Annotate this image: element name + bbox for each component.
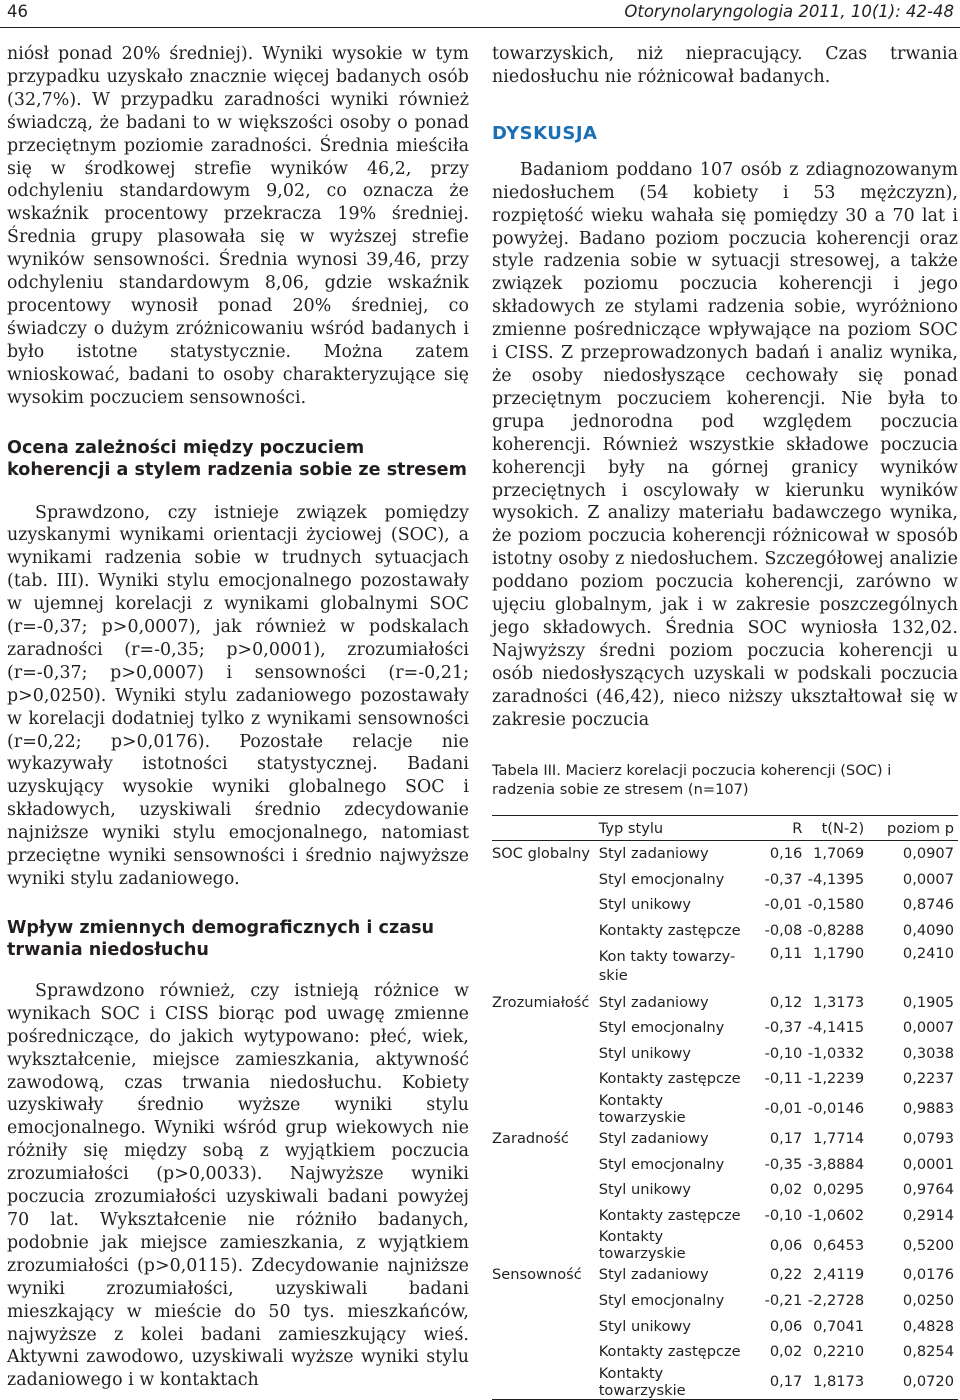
style-cell: Styl unikowy [598, 1181, 691, 1199]
p-value: 0,4090 [902, 922, 954, 940]
style-cell: Styl zadaniowy [598, 845, 709, 863]
r-value: 0,16 [769, 845, 803, 863]
header-t: t(N-2) [802, 816, 864, 841]
group-cell: Zrozumiałość [492, 993, 590, 1011]
group-cell [492, 1092, 599, 1126]
p-value: 0,0907 [902, 845, 954, 863]
table-row [492, 1151, 958, 1177]
r-value: 0,06 [769, 1236, 803, 1254]
style-cell: Kontakty towarzyskie [598, 1364, 686, 1399]
correlation-table [492, 815, 958, 1400]
left-column [7, 43, 469, 1392]
style-cell: Styl zadaniowy [598, 993, 709, 1011]
table-row [492, 1262, 958, 1288]
t-value: 1,3173 [813, 993, 865, 1011]
table-row [492, 1066, 958, 1092]
paragraph-wplyw: Sprawdzono również, czy istnieją różnice w wynikach SOC i CISS biorąc pod uwagę zmienne pośredniczące, do jakich wytypowano: płeć, wiek, wykształcenie, miejsce zamieszkania, aktywność zawodową, czas trwania niedosłuchu. Kobiety uzyskiwały średnio wyższe wyniki stylu emocjonalnego. Wyniki wśród grup wiekowych nie różniły się między sobą z wyjątkiem poczucia zrozumiałości (p>0,0033). Najwyższe wyniki poczucia zrozumiałości uzyskiwali badani powyżej 70 lat. Wykształcenie nie różniło badanych, podobnie jak miejsce zamieszkania, z wyjątkiem zrozumiałości (p>0,0115). Zdecydowanie najniższe wyniki zrozumiałości, uzyskiwali badani mieszkający w mieście do 50 tys. mieszkańców, najwyższe z kolei badani zamieszkujący wieś. Aktywni zawodowo, uzyskiwali wyższe wyniki stylu zadaniowego i w kontaktach [7, 980, 469, 1391]
style-cell: Kontakty zastępcze [598, 922, 741, 940]
t-value: -1,0602 [807, 1206, 865, 1224]
r-value: -0,37 [764, 1019, 803, 1037]
r-value: 0,02 [769, 1343, 803, 1361]
group-cell [492, 1313, 599, 1339]
group-cell [492, 1066, 599, 1092]
table-row [492, 1092, 958, 1126]
style-cell: Styl emocjonalny [598, 1155, 725, 1173]
p-value: 0,8254 [902, 1343, 954, 1361]
p-value: 0,8746 [902, 896, 954, 914]
t-value: -1,2239 [807, 1070, 865, 1088]
style-cell: Styl emocjonalny [598, 1019, 725, 1037]
t-value: 2,4119 [813, 1266, 865, 1284]
running-header [0, 0, 960, 28]
table-header-row [492, 816, 958, 841]
r-value: 0,12 [769, 993, 803, 1011]
group-cell [492, 867, 599, 893]
p-value: 0,0720 [902, 1373, 954, 1390]
group-cell [492, 1288, 599, 1314]
r-value: -0,10 [764, 1044, 803, 1062]
p-value: 0,0007 [902, 1019, 954, 1037]
header-p: poziom p [864, 816, 958, 841]
t-value: -0,0146 [807, 1100, 865, 1118]
style-cell: Styl emocjonalny [598, 870, 725, 888]
table-row [492, 1126, 958, 1152]
r-value: -0,37 [764, 870, 803, 888]
t-value: 1,7069 [813, 845, 865, 863]
style-cell: Kontakty towarzyskie [598, 1091, 686, 1126]
table-row [492, 1339, 958, 1365]
r-value: -0,35 [764, 1155, 803, 1173]
style-cell: Kontakty towarzyskie [598, 1228, 686, 1263]
p-value: 0,4828 [902, 1317, 954, 1335]
t-value: 0,6453 [813, 1236, 865, 1254]
t-value: -3,8884 [807, 1155, 865, 1173]
group-cell [492, 1177, 599, 1203]
group-cell [492, 1041, 599, 1067]
header-r: R [755, 816, 803, 841]
p-value: 0,2237 [902, 1070, 954, 1088]
t-value: -0,1580 [807, 896, 865, 914]
p-value: 0,2410 [902, 945, 954, 963]
t-value: 0,7041 [813, 1317, 865, 1335]
right-column [492, 43, 958, 799]
r-value: -0,10 [764, 1206, 803, 1224]
style-cell: Kontakty zastępcze [598, 1343, 741, 1361]
table-caption: Tabela III. Macierz korelacji poczucia koherencji (SOC) i radzenia sobie ze stresem (n=107) [492, 762, 892, 799]
r-value: 0,17 [769, 1130, 803, 1148]
t-value: -2,2728 [807, 1292, 865, 1310]
p-value: 0,9883 [902, 1100, 954, 1118]
r-value: 0,11 [769, 945, 803, 963]
t-value: 1,8173 [813, 1373, 865, 1390]
table-row [492, 867, 958, 893]
journal-reference: Otorynolaryngologia 2011, 10(1): 42-48 [624, 2, 954, 21]
p-value: 0,0793 [902, 1130, 954, 1148]
t-value: 1,7714 [813, 1130, 865, 1148]
paragraph-dyskusja: Badaniom poddano 107 osób z zdiagnozowanym niedosłuchem (54 kobiety i 53 mężczyzn), rozpiętość wieku wahała się pomiędzy 30 a 70 lat i powyżej. Badano poziom poczucia koherencji oraz style radzenia sobie w sytuacji stresowej, a także związek poziomu poczucia koherencji i jego składowych ze stylami radzenia sobie, wyróżniono zmienne pośredniczące wpływające na poziom SOC i CISS. Z przeprowadzonych badań i analiz wynika, że osoby niedosłyszące cechowały się ponad przeciętnym poczuciem koherencji. Nie była to grupa jednorodna pod względem poczucia koherencji. Również wszystkie składowe poczucia koherencji były na górnej granicy wyników przeciętnych i oscylowały w kierunku wyników wysokich. Z analizy materiału badawczego wynika, że poziom poczucia koherencji różnicował w sposób istotny osoby z niedosłuchem. Szczegółowej analizie poddano poziom poczucia koherencji, zarówno w ujęciu globalnym, jak i w zakresie poszczególnych jego składowych. Średnia SOC wyniosła 132,02. Najwyższy średni poziom poczucia koherencji u osób niedosłyszących uzyskali w podskali poczucia zaradności (46,42), nieco niższy ukształtował się w zakresie poczucia [492, 159, 958, 730]
p-value: 0,3038 [902, 1044, 954, 1062]
group-cell [492, 1365, 599, 1400]
table-row [492, 1203, 958, 1229]
p-value: 0,0250 [902, 1292, 954, 1310]
t-value: -4,1415 [807, 1019, 865, 1037]
paragraph-continuation: towarzyskich, niż niepracujący. Czas trwania niedosłuchu nie różnicował badanych. [492, 44, 958, 87]
style-cell: Styl unikowy [598, 1044, 691, 1062]
group-cell [492, 1151, 599, 1177]
group-cell: Sensowność [492, 1266, 582, 1284]
table-row [492, 918, 958, 944]
style-cell: Styl unikowy [598, 1317, 691, 1335]
r-value: -0,21 [764, 1292, 803, 1310]
table-row [492, 943, 958, 989]
p-value: 0,0176 [902, 1266, 954, 1284]
table-row [492, 1177, 958, 1203]
p-value: 0,2914 [902, 1206, 954, 1224]
section-heading-dyskusja: DYSKUSJA [492, 122, 598, 144]
paragraph-ocena: Sprawdzono, czy istnieje związek pomiędzy uzyskanymi wynikami orientacji życiowej (SOC), a wynikami radzenia sobie w trudnych sytuacjach (tab. III). Wyniki stylu emocjonalnego pozostawały w ujemnej korelacji z wynikami globalnymi SOC (r=-0,37; p>0,0007), jak również w podskalach zaradności (r=-0,35; p>0,0001), zrozumiałości (r=-0,37; p>0,0007) i sensowności (r=-0,21; p>0,0250). Wyniki stylu zadaniowego pozostawały w korelacji dodatniej tylko z wynikami sensowności (r=0,22; p>0,0176). Pozostałe relacje nie wykazywały istotności statystycznej. Badani uzyskujący wysokie wyniki globalnego SOC i składowych, uzyskiwali średnio zdecydowanie najniższe wyniki stylu emocjonalnego, natomiast przeciętne wyniki sensowności i średnio najwyższe wyniki stylu zadaniowego. [7, 502, 469, 889]
table-row [492, 841, 958, 867]
group-cell [492, 918, 599, 944]
style-cell: Kontakty zastępcze [598, 1070, 741, 1088]
t-value: 0,0295 [813, 1181, 865, 1199]
p-value: 0,5200 [902, 1236, 954, 1254]
r-value: -0,01 [764, 896, 803, 914]
header-style-type: Typ stylu [599, 816, 755, 841]
paragraph-intro: niósł ponad 20% średniej). Wyniki wysokie w tym przypadku uzyskało znacznie więcej badanych osób (32,7%). W przypadku zaradności wyniki również świadczą, że badani to w większości osoby o ponad przeciętnym poziomie zaradności. Średnia mieściła się w środkowej strefie wyników 46,2, przy odchyleniu standardowym 9,02, co oznacza że wskaźnik procentowy przekracza 19% średniej. Średnia grupy plasowała się w wyższej strefie wyników sensowności. Średnia wynosi 39,46, przy odchyleniu standardowym 8,06, gdzie wskaźnik procentowy wynosił ponad 20% średniej, co świadczy o dużym zróżnicowaniu wśród badanych i było istotne statystycznie. Można zatem wnioskować, badani to osoby charakteryzujące się wysokim poczuciem sensowności. [7, 44, 469, 408]
table-row [492, 1015, 958, 1041]
r-value: 0,06 [769, 1317, 803, 1335]
style-cell: Styl zadaniowy [598, 1266, 709, 1284]
t-value: 0,2210 [813, 1343, 865, 1361]
t-value: -0,8288 [807, 922, 865, 940]
t-value: -1,0332 [807, 1044, 865, 1062]
style-cell: Styl zadaniowy [598, 1130, 709, 1148]
group-cell [492, 1203, 599, 1229]
table-row [492, 1041, 958, 1067]
p-value: 0,9764 [902, 1181, 954, 1199]
table-row [492, 1365, 958, 1400]
t-value: 1,1790 [813, 945, 865, 963]
table-row [492, 989, 958, 1015]
p-value: 0,1905 [902, 993, 954, 1011]
r-value: 0,17 [769, 1373, 803, 1390]
r-value: -0,08 [764, 922, 803, 940]
table-row [492, 1288, 958, 1314]
r-value: 0,02 [769, 1181, 803, 1199]
table-row [492, 892, 958, 918]
group-cell: Zaradność [492, 1130, 569, 1148]
p-value: 0,0001 [902, 1155, 954, 1173]
group-cell [492, 1228, 599, 1262]
r-value: -0,01 [764, 1100, 803, 1118]
page-number: 46 [7, 2, 28, 21]
style-cell: Styl emocjonalny [598, 1292, 725, 1310]
group-cell: SOC globalny [492, 845, 590, 863]
p-value: 0,0007 [902, 870, 954, 888]
group-cell [492, 892, 599, 918]
table-row [492, 1228, 958, 1262]
style-cell: Kon takty towarzy-skie [598, 948, 736, 985]
table-body [492, 841, 958, 1400]
group-cell [492, 1339, 599, 1365]
group-cell [492, 1015, 599, 1041]
r-value: 0,22 [769, 1266, 803, 1284]
t-value: -4,1395 [807, 870, 865, 888]
section-heading-ocena: Ocena zależności między poczuciem koherencji a stylem radzenia sobie ze stresem [7, 437, 467, 480]
section-heading-wplyw: Wpływ zmiennych demograficznych i czasu trwania niedosłuchu [7, 917, 435, 961]
style-cell: Kontakty zastępcze [598, 1206, 741, 1224]
table-row [492, 1313, 958, 1339]
header-group [492, 816, 599, 841]
style-cell: Styl unikowy [598, 896, 691, 914]
r-value: -0,11 [764, 1070, 803, 1088]
group-cell [492, 943, 599, 989]
